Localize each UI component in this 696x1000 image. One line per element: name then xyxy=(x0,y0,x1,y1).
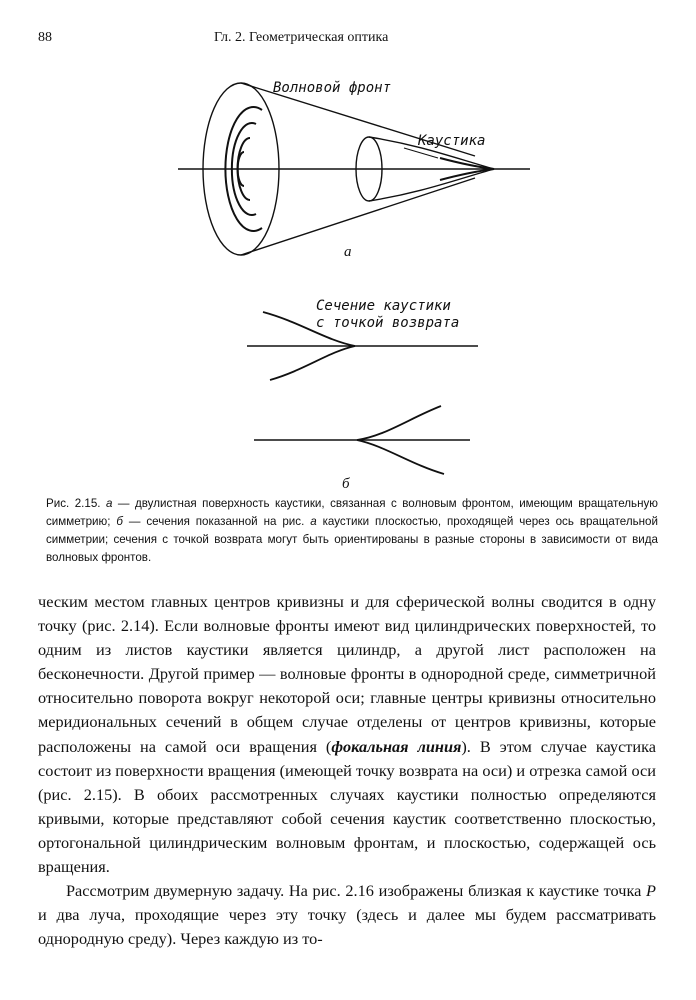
cusp-upper-left xyxy=(357,406,441,440)
figure-a-drawing xyxy=(178,83,530,255)
label-caustic: Каустика xyxy=(418,133,486,149)
page-number: 88 xyxy=(38,30,52,45)
p2-text-1: Рассмотрим двумерную задачу. На рис. 2.16 изображены близкая к каустике точка xyxy=(66,881,647,901)
page-header xyxy=(38,30,658,52)
p2-point-p: P xyxy=(646,881,656,901)
label-section-line2: с точкой возврата xyxy=(316,315,460,331)
figure-caption xyxy=(46,495,658,567)
cusp-lower-right xyxy=(270,346,355,380)
label-section-line1: Сечение каустики xyxy=(316,298,451,314)
caption-prefix: Рис. 2.15. xyxy=(46,497,101,510)
caption-part1: — двулистная поверхность каустики, связанная с волновым фронтом, имеющим вращательную симметрию; xyxy=(46,497,658,528)
p1-term-focal-line: фокальная линия xyxy=(331,736,462,756)
caption-part3: каустики плоскостью, проходящей через ось вращательной симметрии; сечения с точкой возврата могут быть ориентированы в разные стороны в зависимости от вида волновых фронтов. xyxy=(46,515,658,564)
figure-drawing xyxy=(0,60,696,500)
caption-a: а xyxy=(105,497,113,510)
paragraph-1 xyxy=(38,590,656,879)
caption-part2: — сечения показанной на рис. xyxy=(122,515,311,528)
cone-lower-edge xyxy=(241,178,475,255)
caption-b: б xyxy=(116,515,123,528)
body-text xyxy=(38,590,656,951)
figure-2-15 xyxy=(0,60,696,500)
p1-text-2: ). В этом случае каустика состоит из поверхности вращения (имеющей точку возврата на оси) и отрезка самой оси (рис. 2.15). В обоих рассмотренных случаях каустики полностью определяются кривыми, которые представляют собой сечения каустик соответственно плоскостью, ортогональной цилиндрическим волновым фронтам, и плоскостью, содержащей ось вращения. xyxy=(38,736,657,877)
p1-text-1: ческим местом главных центров кривизны и для сферической волны сводится в одну точку (рис. 2.14). Если волновые фронты имеют вид цилиндрических поверхностей, то одним из листов каустики является цилиндр, а другой лист расположен на бесконечности. Другой пример — волновые фронты в однородной среде, симметричной относительно поворота вокруг некоторой оси; главные центры кривизны относительно меридиональных сечений в общем случае отделены от центров кривизны, которые расположены на самой оси вращения ( xyxy=(38,592,656,756)
caption-a2: а xyxy=(310,515,317,528)
label-sub-b: б xyxy=(342,476,350,492)
label-wavefront: Волновой фронт xyxy=(273,80,392,96)
cusp-lower-left xyxy=(357,440,444,474)
paragraph-2 xyxy=(38,879,656,951)
caustic-sheet-lower xyxy=(369,169,494,201)
p2-text-2: и два луча, проходящие через эту точку (здесь и далее мы будем рассматривать однородную среду). Через каждую из то- xyxy=(38,905,656,949)
label-sub-a: а xyxy=(344,244,352,260)
running-head: Гл. 2. Геометрическая оптика xyxy=(214,30,389,45)
figure-b-drawing xyxy=(247,312,478,474)
label-leader xyxy=(404,148,438,158)
